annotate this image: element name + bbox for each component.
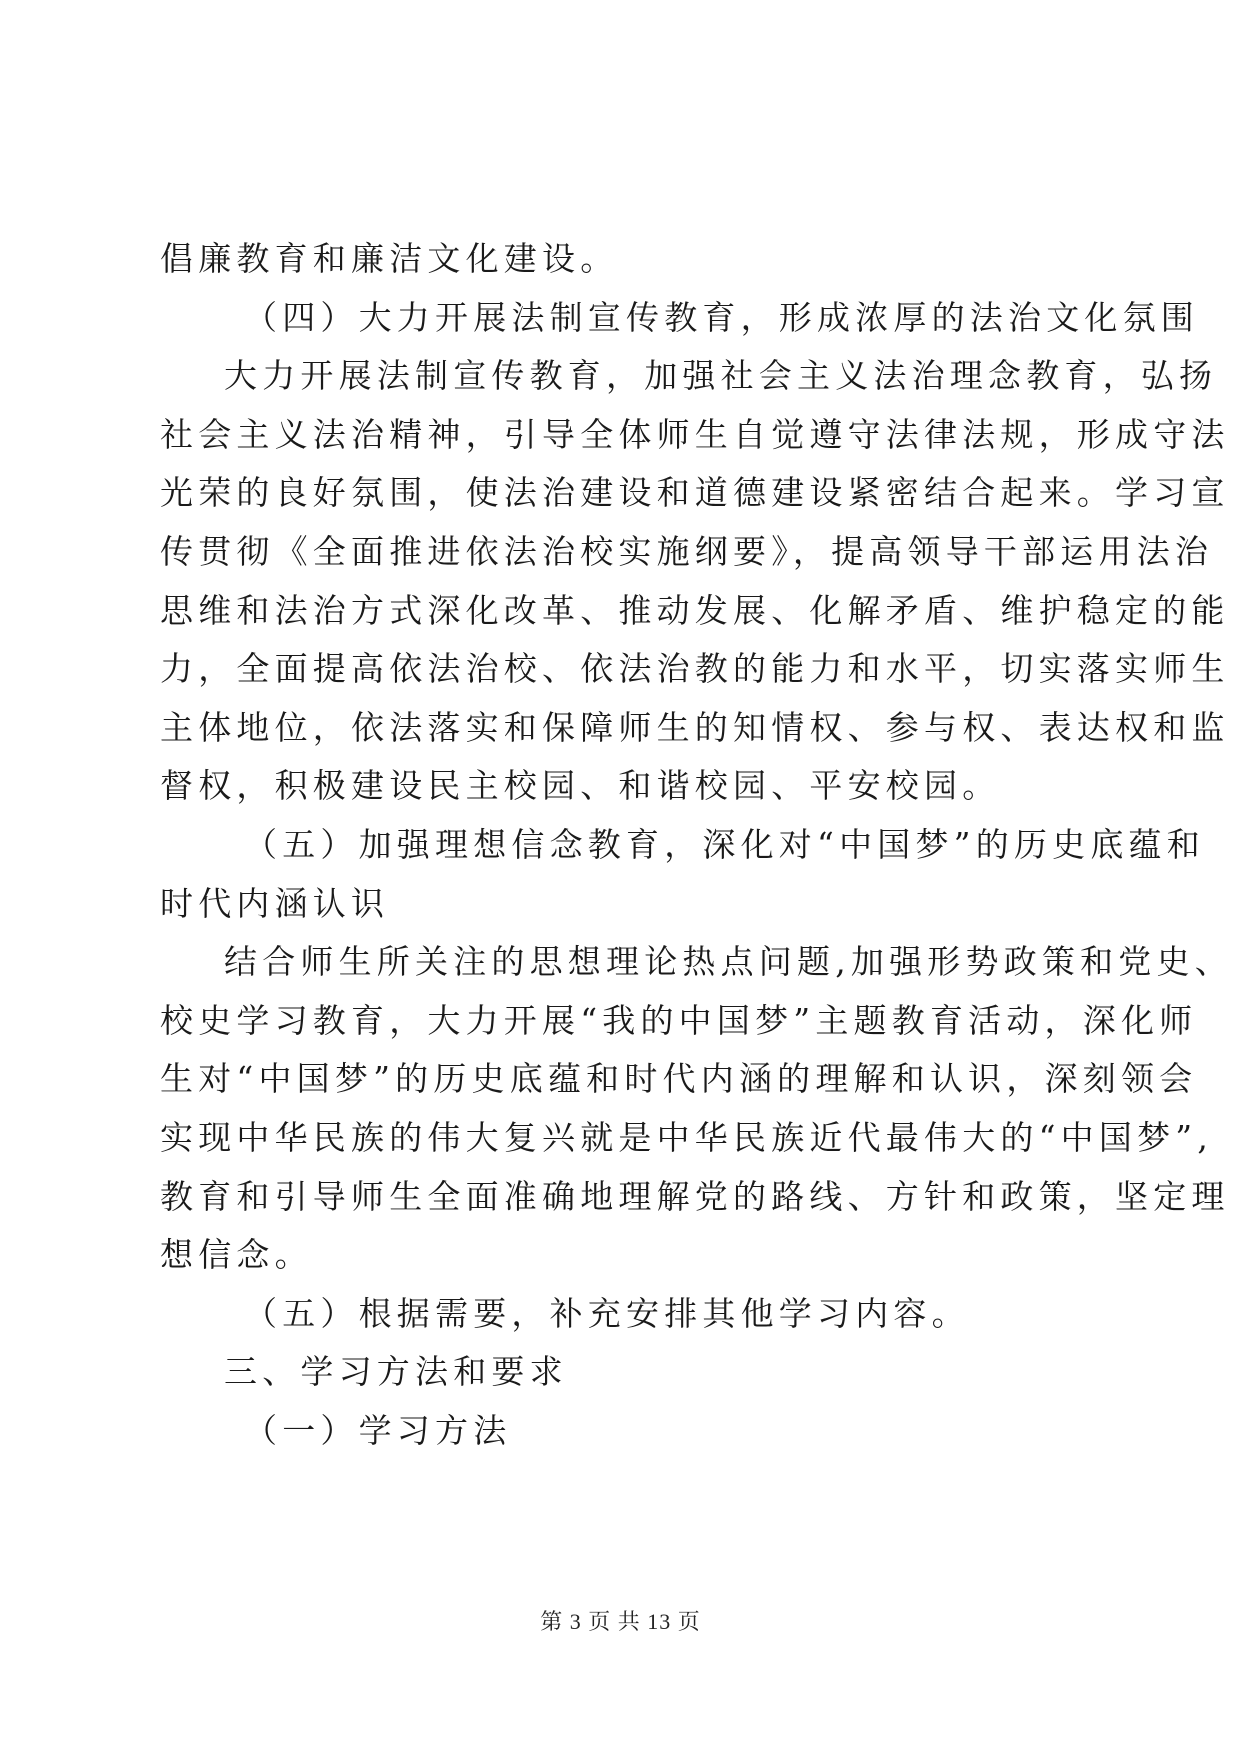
text-line: 光荣的良好氛围，使法治建设和道德建设紧密结合起来。学习宣	[160, 473, 1230, 513]
page-number-footer: 第 3 页 共 13 页	[540, 1609, 701, 1634]
text-line: 思维和法治方式深化改革、推动发展、化解矛盾、维护稳定的能	[160, 590, 1230, 630]
text-line: 时代内涵认识	[160, 883, 390, 923]
text-line: 力，全面提高依法治校、依法治教的能力和水平，切实落实师生	[160, 649, 1230, 689]
section-heading-1: （一）学习方法	[244, 1410, 512, 1450]
text-line: 想信念。	[160, 1235, 313, 1275]
text-line: 实现中华民族的伟大复兴就是中华民族近代最伟大的“中国梦”,	[160, 1117, 1214, 1157]
section-heading-3: 三、学习方法和要求	[224, 1352, 568, 1392]
text-line: 倡廉教育和廉洁文化建设。	[160, 239, 619, 278]
text-line: 社会主义法治精神，引导全体师生自觉遵守法律法规，形成守法	[160, 414, 1230, 454]
text-line: 督权，积极建设民主校园、和谐校园、平安校园。	[160, 766, 1001, 806]
text-line: 主体地位，依法落实和保障师生的知情权、参与权、表达权和监	[160, 707, 1230, 747]
section-heading-5: （五）加强理想信念教育，深化对“中国梦”的历史底蕴和	[244, 824, 1205, 864]
text-line: 校史学习教育，大力开展“我的中国梦”主题教育活动，深化师	[160, 1000, 1198, 1040]
text-line: 生对“中国梦”的历史底蕴和时代内涵的理解和认识，深刻领会	[160, 1059, 1198, 1099]
text-line: 教育和引导师生全面准确地理解党的路线、方针和政策，坚定理	[160, 1176, 1230, 1216]
document-body	[160, 230, 1233, 1460]
section-heading-4: （四）大力开展法制宣传教育，形成浓厚的法治文化氛围	[244, 297, 1199, 337]
text-line: 结合师生所关注的思想理论热点问题,加强形势政策和党史、	[224, 942, 1233, 982]
section-heading-5b: （五）根据需要，补充安排其他学习内容。	[244, 1293, 970, 1333]
text-line: 传贯彻《全面推进依法治校实施纲要》，提高领导干部运用法治	[160, 531, 1214, 571]
text-line: 大力开展法制宣传教育，加强社会主义法治理念教育，弘扬	[224, 356, 1218, 396]
